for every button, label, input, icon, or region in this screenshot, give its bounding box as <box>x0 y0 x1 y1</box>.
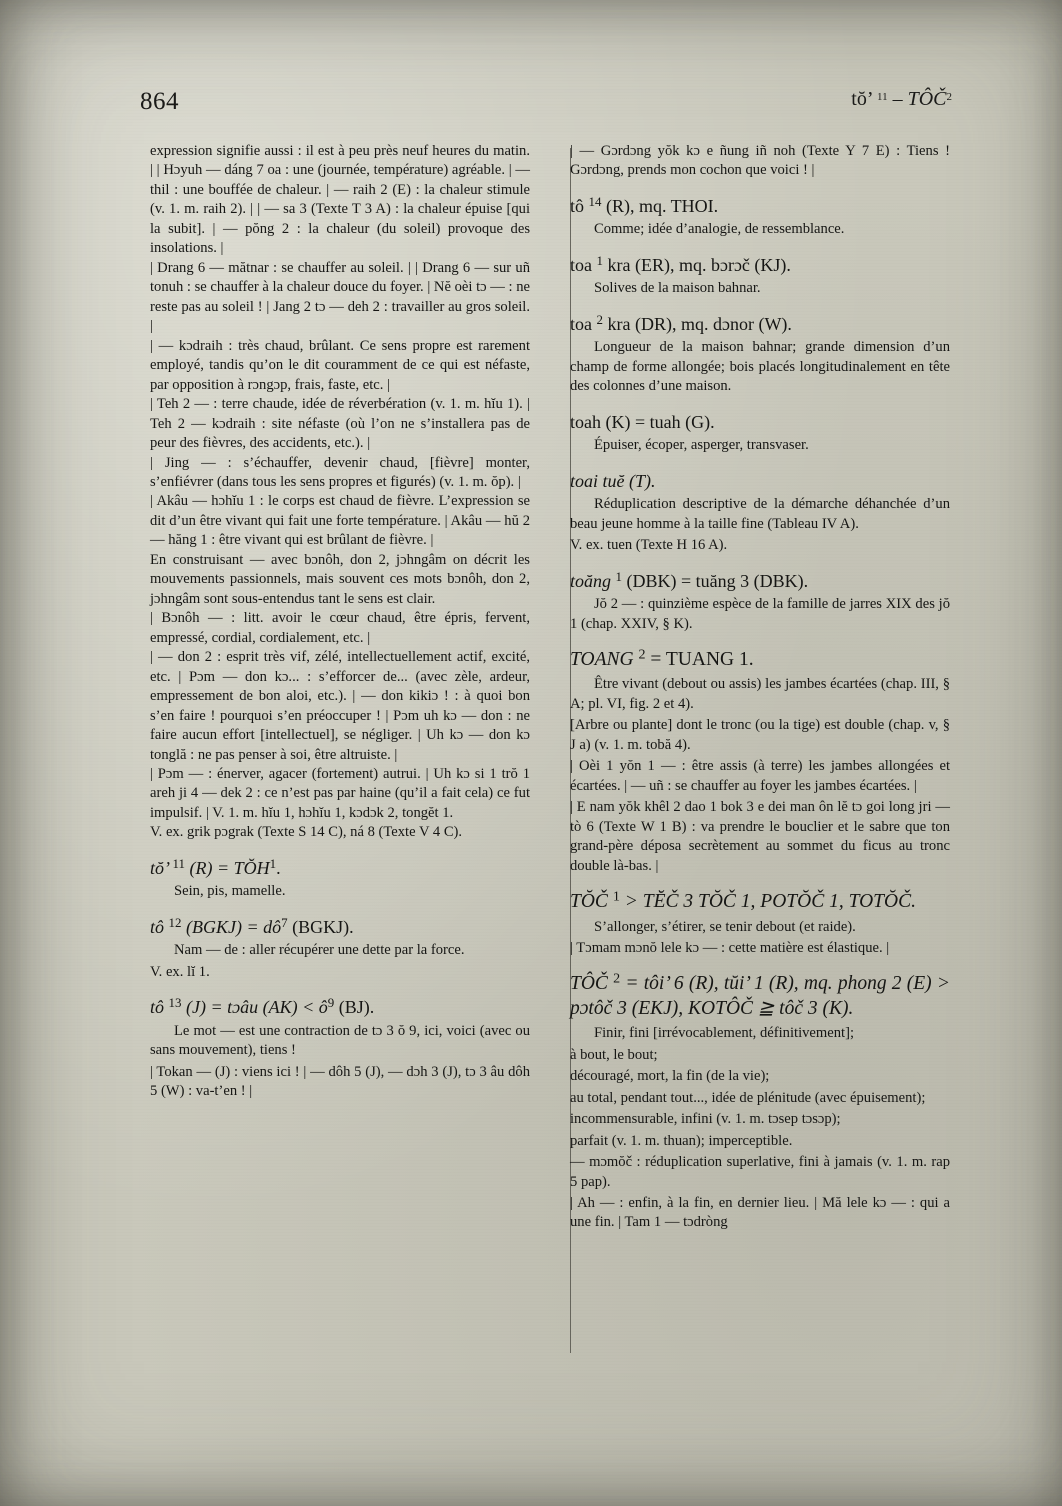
entry-definition: Solives de la maison bahnar. <box>594 280 761 297</box>
entry-headword <box>570 972 950 1021</box>
headword-text: TÔČ <box>570 973 614 995</box>
entry-headword <box>570 648 950 672</box>
headword-text: toai tuĕ (T). <box>570 470 656 491</box>
running-head-right-sup: 2 <box>946 91 952 104</box>
headword-tail: (BGKJ). <box>287 916 354 937</box>
entry-definition: Finir, fini [irrévocablement, définitivement]; <box>594 1025 854 1042</box>
headword-text: toa <box>570 313 597 334</box>
entry-definition: découragé, mort, la fin (de la vie); <box>570 1068 770 1085</box>
entry-definition: [Arbre ou plante] dont le tronc (ou la tige) est double (chap. v, § J a) (v. 1. m. tobă 4). <box>570 717 950 753</box>
page-header <box>140 88 1002 122</box>
entry-headword <box>570 570 950 593</box>
running-head-left-sup: 11 <box>877 91 888 104</box>
entry-example: V. ex. tuen (Texte H 16 A). <box>570 537 728 554</box>
entry-headword <box>570 470 950 493</box>
paragraph: | Drang 6 — mătnar : se chauffer au soleil. | | Drang 6 — sur uñ tonuh : se chauffer à la chaleur douce du foyer. | Nĕ oèi tɔ — : ne reste pas au soleil ! | Jang 2 tɔ — deh 2 : travailler au gros soleil. | <box>150 259 530 335</box>
entry-definition: S’allonger, s’étirer, se tenir debout (et raide). <box>594 918 856 935</box>
text-columns <box>150 142 950 1352</box>
headword-text: toah (K) = tuah (G). <box>570 411 715 432</box>
headword-rest: (R) = TŎH <box>184 857 270 878</box>
entry-definition: Réduplication descriptive de la démarche déhanchée d’un beau jeune homme à la taille fine (Tableau IV A). <box>570 496 950 532</box>
headword-rest-sup: 7 <box>281 915 288 931</box>
entry-example: | Ah — : enfin, à la fin, en dernier lieu. | Mă lele kɔ — : qui a une fin. | Tam 1 — tɔdròng <box>570 1194 950 1231</box>
right-column <box>570 142 950 1352</box>
headword-text: TOANG <box>570 649 639 671</box>
entry-definition: incommensurable, infini (v. 1. m. tɔsep tɔsɔp); <box>570 1111 841 1128</box>
entry-headword <box>570 254 950 277</box>
headword-rest: (DBK) = tuăng 3 (DBK). <box>622 570 809 591</box>
paragraph: En construisant — avec bɔnôh, don 2, jɔhngâm on décrit les mouvements passionnels, mais souvent ces mots bɔnôh, don 2, jɔhngâm sont sous-entendus tant le sens est clair. <box>150 551 530 607</box>
headword-rest: (BGKJ) = dô <box>181 916 282 937</box>
entry-definition: Épuiser, écoper, asperger, transvaser. <box>594 437 809 454</box>
running-head-left: tŏ’ <box>851 88 877 110</box>
headword-sup: 14 <box>588 194 602 210</box>
entry-definition: à bout, le bout; <box>570 1046 658 1063</box>
entry-headword <box>150 916 530 939</box>
headword-text: toa <box>570 254 597 275</box>
headword-sup: 1 <box>596 253 603 269</box>
headword-rest-sup: 9 <box>327 995 335 1011</box>
paragraph: | Pɔm — : énerver, agacer (fortement) autrui. | Uh kɔ si 1 trŏ 1 areh ji 4 — dek 2 : ce n’est pas par haine (qu’il a fait cela) ce fut impulsif. | V. 1. m. hĭu 1, hɔhĭu 1, kɔdɔk 2, tongĕt 1. <box>150 766 530 821</box>
entry-definition: — mɔmŏč : réduplication superlative, fini à jamais (v. 1. m. rap 5 pap). <box>570 1154 950 1190</box>
entry-example: | Oèi 1 yŏn 1 — : être assis (à terre) les jambes allongées et écartées. | — uñ : se chauffer au foyer les jambes écartées. | <box>570 758 950 794</box>
entry-headword <box>570 313 950 336</box>
left-column <box>150 142 530 1352</box>
headword-rest: = tôi’ 6 (R), tŭi’ 1 (R), mq. phong 2 (E) > pɔtôč 3 (EKJ), KOTÔČ ≧ tôč 3 (K). <box>570 973 951 1019</box>
headword-sup: 1 <box>615 568 622 584</box>
entry-headword <box>150 857 530 880</box>
headword-rest: kra (DR), mq. dɔnor (W). <box>602 313 792 334</box>
headword-rest: > TĔČ 3 TŎČ 1, POTŎČ 1, TOTŎČ. <box>619 891 916 913</box>
headword-text: TŎČ <box>570 891 613 913</box>
headword-text: tô <box>150 997 169 1018</box>
running-head <box>851 88 952 111</box>
headword-rest: (J) = tɔâu (AK) < ô <box>181 997 328 1018</box>
paragraph: V. ex. grik pɔgrak (Texte S 14 C), ná 8 (Texte V 4 C). <box>150 824 463 841</box>
paragraph: | Jing — : s’échauffer, devenir chaud, [fièvre] monter, s’enfiévrer (dans tous les sens propres et figurés) (v. 1. m. ŏp). | <box>150 454 530 490</box>
headword-sup: 11 <box>172 856 185 872</box>
headword-tail: (BJ). <box>334 997 375 1018</box>
entry-definition: Sein, pis, mamelle. <box>174 883 286 900</box>
headword-rest-sup: 1 <box>269 856 277 872</box>
headword-text: tŏ’ <box>150 857 173 878</box>
paragraph: | Bɔnôh — : litt. avoir le cœur chaud, être épris, fervent, empressé, cordial, cordialement, etc. | <box>150 610 530 646</box>
entry-definition: Être vivant (debout ou assis) les jambes écartées (chap. III, § A; pl. VI, fig. 2 et 4). <box>570 676 950 712</box>
running-head-dash: – <box>887 88 908 110</box>
entry-example: V. ex. lĭ 1. <box>150 963 210 980</box>
headword-rest: (R), mq. THOI. <box>601 195 719 216</box>
entry-definition: Jŏ 2 — : quinzième espèce de la famille de jarres XIX des jŏ 1 (chap. XXIV, § K). <box>570 596 950 632</box>
paragraph-continuation: | — Gɔrdɔng yŏk kɔ e ñung iñ noh (Texte Y 7 E) : Tiens ! Gɔrdɔng, prends mon cochon que voici ! | <box>570 143 950 179</box>
headword-tail: . <box>276 857 281 878</box>
entry-definition: Longueur de la maison bahnar; grande dimension d’un champ de forme allongée; bois placés longitudinalement en tête des colonnes d’une maison. <box>570 339 950 395</box>
entry-example: | Tokan — (J) : viens ici ! | — dôh 5 (J), — dɔh 3 (J), tɔ 3 âu dôh 5 (W) : va-t’en ! | <box>150 1063 530 1100</box>
headword-sup: 12 <box>168 915 182 931</box>
entry-example: | E nam yŏk khêl 2 dao 1 bok 3 e dei man ôn lĕ tɔ goi long jri — tò 6 (Texte W 1 B) : va prendre le bouclier et le sabre que ton grand-père déposa secrètement au sommet du ficus au tronc double là-bas. | <box>570 799 950 874</box>
paragraph-continuation: expression signifie aussi : il est à peu près neuf heures du matin. | | Hɔyuh — dáng 7 oa : une (journée, température) agréable. | — thil : une bouffée de chaleur. | — raih 2 (E) : la chaleur stimule (v. 1. m. raih 2). | | — sa 3 (Texte T 3 A) : la chaleur épuise [qui la subit]. | — pŏng 2 : la chaleur (du soleil) provoque des insolations. | <box>150 143 530 257</box>
entry-headword <box>570 195 950 218</box>
headword-sup: 1 <box>612 888 620 905</box>
entry-definition: parfait (v. 1. m. thuan); imperceptible. <box>570 1132 793 1149</box>
entry-example: | Tɔmam mɔnŏ lele kɔ — : cette matière est élastique. | <box>570 940 890 956</box>
headword-sup: 2 <box>638 646 646 663</box>
entry-definition: Nam — de : aller récupérer une dette par la force. <box>174 942 465 959</box>
entry-headword <box>150 996 530 1019</box>
entry-definition: Le mot — est une contraction de tɔ 3 ŏ 9, ici, voici (avec ou sans mouvement), tiens ! <box>150 1022 530 1059</box>
headword-text: tô <box>570 195 589 216</box>
headword-text: tô <box>150 916 169 937</box>
headword-sup: 2 <box>613 971 621 988</box>
entry-definition: Comme; idée d’analogie, de ressemblance. <box>594 221 845 238</box>
headword-rest: = TUANG 1. <box>645 649 754 671</box>
paragraph: | — kɔdraih : très chaud, brûlant. Ce sens propre est rarement employé, tandis qu’on le dit couramment de ce qui est néfaste, par opposition à rɔngɔp, frais, faste, etc. | <box>150 337 530 393</box>
entry-headword <box>570 411 950 434</box>
page-number: 864 <box>140 88 179 115</box>
paragraph: | Teh 2 — : terre chaude, idée de réverbération (v. 1. m. hĭu 1). | Teh 2 — kɔdraih : site néfaste (où l’on ne s’installera pas de peur des fièvres, des accidents, etc.). | <box>150 396 530 452</box>
headword-sup: 13 <box>168 995 182 1011</box>
paragraph: | — don 2 : esprit très vif, zélé, intellectuellement actif, excité, etc. | Pɔm — don kɔ... : s’efforcer de... (avec zèle, ardeur, empressement de bon aloi, etc.). | — don kikiɔ ! : à quoi bon s’en faire ! pourquoi s’en préoccuper ! | Pɔm uh kɔ — don : ne faire aucun effort [intellectuel], se négliger. | Uh kɔ — don kɔ tonglă : ne pas penser à soi, être altruiste. | <box>150 649 530 763</box>
headword-text: toăng <box>570 570 616 591</box>
headword-sup: 2 <box>596 312 603 328</box>
entry-headword <box>570 890 950 914</box>
headword-rest: kra (ER), mq. bɔrɔč (KJ). <box>602 254 791 275</box>
entry-definition: au total, pendant tout..., idée de plénitude (avec épuisement); <box>570 1089 926 1106</box>
paragraph: | Akâu — hɔhĭu 1 : le corps est chaud de fièvre. L’expression se dit d’un être vivant qui fait une forte température. | Akâu — hŭ 2 — hăng 1 : être vivant qui est brûlant de fièvre. | <box>150 493 530 549</box>
running-head-right: TÔČ <box>907 88 947 110</box>
